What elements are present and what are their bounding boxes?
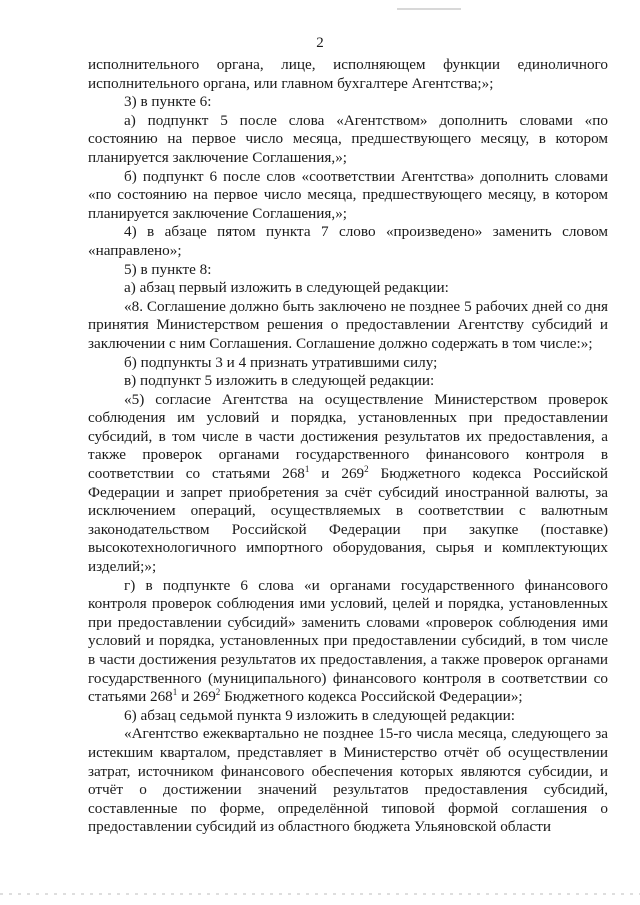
paragraph-item-5a-quote: «8. Соглашение должно быть заключено не позднее 5 рабочих дней со дня принятия Министерством решения о предоставлении Агентству субсидий и заключении с ним Соглашения. Соглашение должно содержать в том числе:»; xyxy=(88,297,608,352)
text-segment: «5) согласие Агентства на осуществление Министерством проверок соблюдения им условий и порядка, установленных при предоставлении субсидий, в том числе в части достижения результатов их предоставления, а также проверок органами государственного финансового контроля в соответствии со статьями 268 xyxy=(88,390,608,483)
paragraph-item-5: 5) в пункте 8: xyxy=(124,260,212,278)
superscript: 2 xyxy=(215,687,221,698)
paragraph-item-6-quote: «Агентство ежеквартально не позднее 15-го числа месяца, следующего за истекшим кварталом, представляет в Министерство отчёт об осуществлении затрат, источником финансового обеспечения которых являются субсидии, и отчёт о достижении значений результатов предоставления субсидий, составленные по форме, определённой типовой формой соглашения о предоставлении субсидий из областного бюджета Ульяновской области xyxy=(88,725,608,836)
paragraph-item-4: 4) в абзаце пятом пункта 7 слово «произведено» заменить словом «направлено»; xyxy=(88,223,608,259)
paragraph-item-5g xyxy=(88,577,608,707)
paragraph-item-5b: б) подпункты 3 и 4 признать утратившими силу; xyxy=(124,353,438,371)
paragraph-continuation: исполнительного органа, лице, исполняющем функции единоличного исполнительного органа, или главном бухгалтере Агентства;»; xyxy=(88,56,608,92)
text-segment: Бюджетного кодекса Российской Федерации и запрет приобретения за счёт субсидий иностранной валюты, за исключением операций, осуществляемых в соответствии с валютным законодательством Российской Федерации при закупке (поставке) высокотехнологичного импортного оборудования, сырья и комплектующих изделий;»; xyxy=(88,465,608,576)
superscript: 1 xyxy=(304,464,310,475)
scan-artifact-bottom xyxy=(0,893,640,895)
paragraph-item-5v-quote xyxy=(88,391,608,577)
scan-artifact-top xyxy=(0,8,640,10)
paragraph-item-3a: а) подпункт 5 после слова «Агентством» дополнить словами «по состоянию на первое число месяца, предшествующего месяцу, в котором планируется заключение Соглашения,»; xyxy=(88,111,608,166)
text-segment: Бюджетного кодекса Российской Федерации»; xyxy=(220,688,523,706)
document-body xyxy=(88,56,608,837)
paragraph-item-5v: в) подпункт 5 изложить в следующей редакции: xyxy=(124,372,435,390)
text-segment: и 269 xyxy=(177,688,216,706)
text-segment: и 269 xyxy=(309,465,365,483)
superscript: 2 xyxy=(364,464,369,475)
paragraph-item-3: 3) в пункте 6: xyxy=(124,93,212,111)
paragraph-item-3b: б) подпункт 6 после слов «соответствии Агентства» дополнить словами «по состоянию на первое число месяца, предшествующего месяцу, в котором планируется заключение Соглашения,»; xyxy=(88,167,608,222)
superscript: 1 xyxy=(172,687,178,698)
paragraph-item-6: 6) абзац седьмой пункта 9 изложить в следующей редакции: xyxy=(124,706,515,724)
paragraph-item-5a: а) абзац первый изложить в следующей редакции: xyxy=(124,279,449,297)
text-segment: г) в подпункте 6 слова «и органами государственного финансового контроля проверок соблюдения ими условий, целей и порядка, установленных при предоставлении субсидий» заменить словами «проверок соблюдения ими условий и порядка, установленных при предоставлении субсидий, в том числе в части достижения результатов их предоставления, а также проверок органами государственного (муниципального) финансового контроля в соответствии со статьями 268 xyxy=(88,576,608,706)
page-number: 2 xyxy=(316,35,324,51)
